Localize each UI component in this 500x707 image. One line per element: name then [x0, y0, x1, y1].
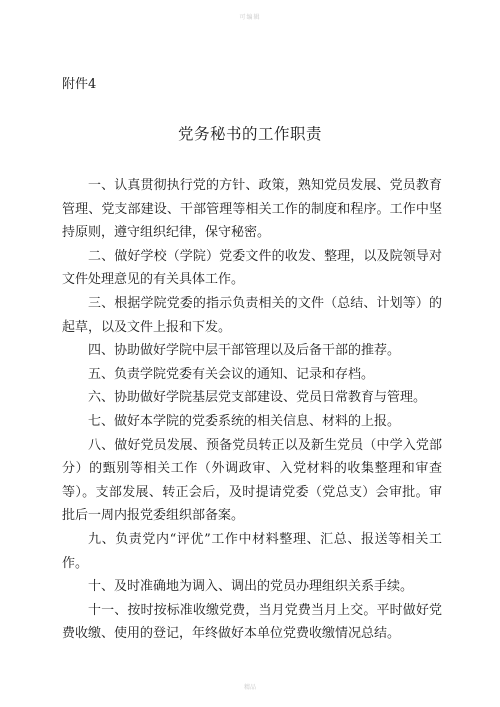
paragraph-6: 六、协助做好学院基层党支部建设、党员日常教育与管理。 — [88, 390, 427, 406]
header-watermark: 可编辑 — [239, 14, 261, 21]
paragraph-3: 三、根据学院党委的指示负责相关的文件（总结、计划等）的起草，以及文件上报和下发。 — [62, 295, 442, 335]
document-title: 党务秘书的工作职责 — [177, 125, 322, 143]
footer-watermark: 精品 — [243, 684, 256, 691]
paragraph-5: 五、负责学院党委有关会议的通知、记录和存档。 — [88, 366, 375, 382]
paragraph-8: 八、做好党员发展、预备党员转正以及新生党员（中学入党部分）的甄别等相关工作（外调政审、入党材料的收集整理和审查等）。支部发展、转正会后，及时提请党委（党总支）会审批。审批后一周内报党委组织部备案。 — [62, 437, 442, 524]
paragraph-11: 十一、按时按标准收缴党费，当月党费当月上交。平时做好党费收缴、使用的登记，年终做好本单位党费收缴情况总结。 — [62, 602, 442, 642]
document-body — [62, 174, 442, 646]
attachment-label: 附件4 — [62, 77, 97, 92]
paragraph-2: 二、做好学校（学院）党委文件的收发、整理，以及院领导对文件处理意见的有关具体工作。 — [62, 248, 442, 288]
paragraph-1: 一、认真贯彻执行党的方针、政策，熟知党员发展、党员教育管理、党支部建设、干部管理等相关工作的制度和程序。工作中坚持原则，遵守组织纪律，保守秘密。 — [62, 178, 442, 241]
paragraph-4: 四、协助做好学院中层干部管理以及后备干部的推荐。 — [88, 343, 401, 359]
paragraph-10: 十、及时准确地为调入、调出的党员办理组织关系手续。 — [88, 579, 414, 595]
paragraph-9: 九、负责党内“评优”工作中材料整理、汇总、报送等相关工作。 — [62, 531, 442, 571]
paragraph-7: 七、做好本学院的党委系统的相关信息、材料的上报。 — [88, 413, 401, 429]
